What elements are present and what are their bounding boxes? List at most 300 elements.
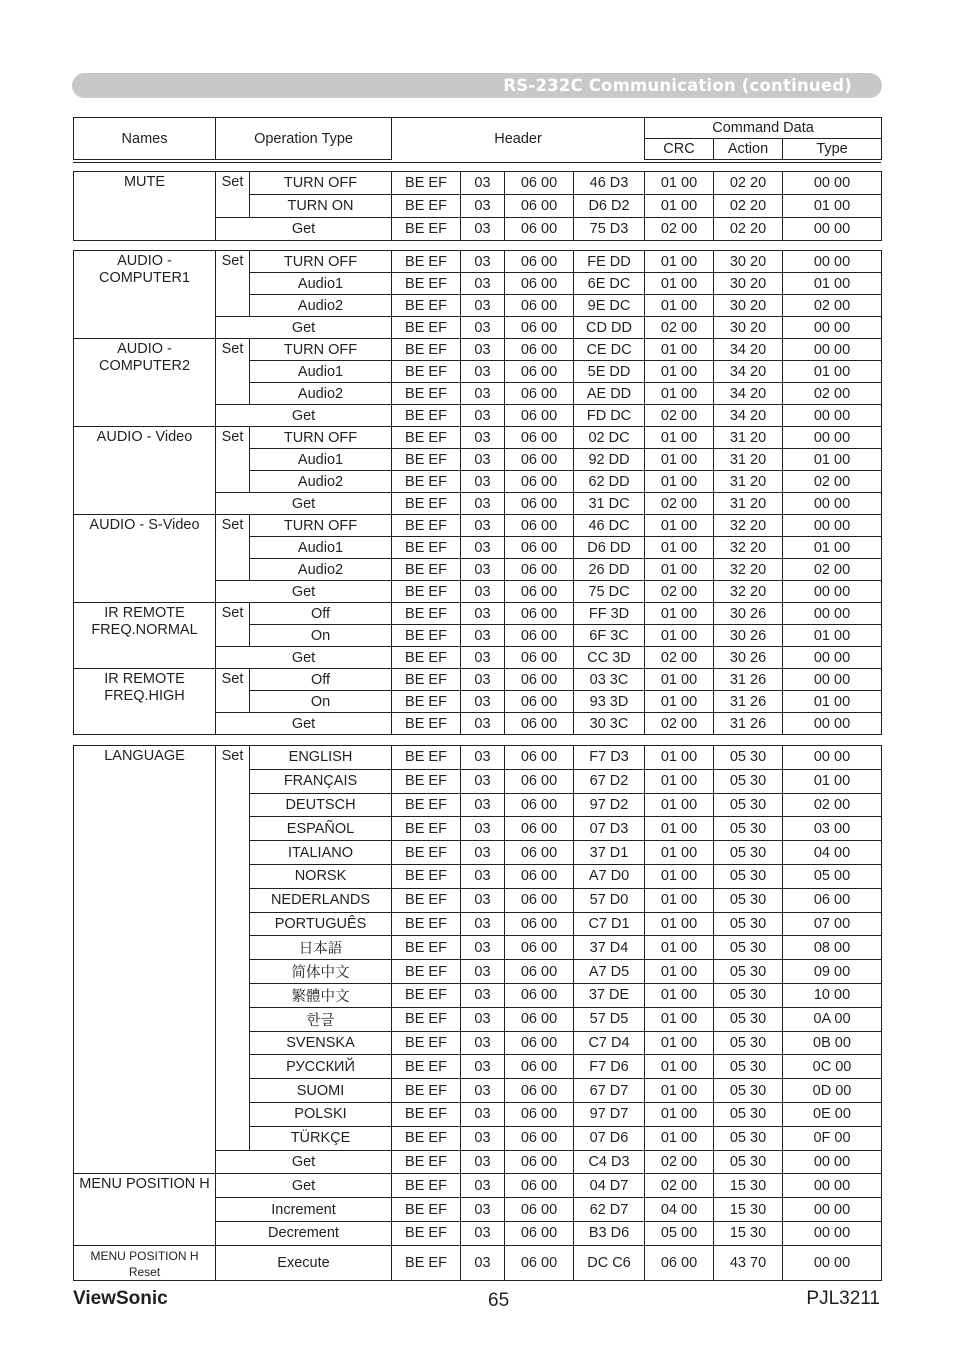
command-name: MENU POSITION H [74,1174,216,1245]
cell-type: 34 20 [714,361,783,383]
table-row [74,251,882,273]
cell-code: 09 00 [783,960,882,984]
cell-type: 05 30 [714,864,783,888]
cell-code: 00 00 [783,218,882,241]
footer-brand: ViewSonic [73,1288,168,1309]
cell-action: 04 00 [645,1198,714,1222]
cell-h2: 03 [461,1055,505,1079]
cell-crc: FE DD [574,251,645,273]
cell-action: 01 00 [645,793,714,817]
cell-action: 06 00 [645,1245,714,1280]
operation-cell: 简体中文 [250,960,392,984]
cell-action: 01 00 [645,537,714,559]
cell-h3: 06 00 [505,1055,574,1079]
operation-cell: 日本語 [250,936,392,960]
cell-h1: BE EF [392,251,461,273]
cell-type: 02 20 [714,172,783,195]
cell-crc: 37 D1 [574,841,645,865]
cell-type: 43 70 [714,1245,783,1280]
cell-h1: BE EF [392,936,461,960]
cell-h3: 06 00 [505,1221,574,1245]
cell-h3: 06 00 [505,647,574,669]
cell-action: 01 00 [645,936,714,960]
cell-h3: 06 00 [505,817,574,841]
cell-code: 00 00 [783,317,882,339]
operation-cell: TURN OFF [250,172,392,195]
cell-action: 01 00 [645,817,714,841]
cell-action: 01 00 [645,1102,714,1126]
cell-h1: BE EF [392,427,461,449]
cell-h1: BE EF [392,1198,461,1222]
cell-h2: 03 [461,383,505,405]
set-label: Set [216,251,250,317]
cell-h1: BE EF [392,1221,461,1245]
table-row [74,746,882,770]
operation-cell: SVENSKA [250,1031,392,1055]
cell-code: 03 00 [783,817,882,841]
cell-h3: 06 00 [505,1007,574,1031]
cell-h2: 03 [461,537,505,559]
cell-type: 02 20 [714,195,783,218]
table-row [74,515,882,537]
cell-h3: 06 00 [505,888,574,912]
cell-h2: 03 [461,361,505,383]
cell-h3: 06 00 [505,960,574,984]
cell-action: 01 00 [645,295,714,317]
operation-cell: 한글 [250,1007,392,1031]
cell-action: 01 00 [645,841,714,865]
cell-action: 05 00 [645,1221,714,1245]
cell-h3: 06 00 [505,251,574,273]
cell-h3: 06 00 [505,1079,574,1103]
cell-crc: 75 D3 [574,218,645,241]
set-label: Set [216,669,250,713]
col-header-action: Action [714,139,783,160]
cell-crc: A7 D5 [574,960,645,984]
operation-cell: Increment [216,1198,392,1222]
cell-code: 00 00 [783,1245,882,1280]
cell-h3: 06 00 [505,493,574,515]
cell-crc: C7 D4 [574,1031,645,1055]
cell-crc: F7 D6 [574,1055,645,1079]
cell-code: 08 00 [783,936,882,960]
cell-action: 01 00 [645,625,714,647]
operation-cell: TURN ON [250,195,392,218]
command-name: LANGUAGE [74,746,216,1174]
cell-h2: 03 [461,864,505,888]
cell-crc: 62 DD [574,471,645,493]
operation-cell: DEUTSCH [250,793,392,817]
operation-cell: РУССКИЙ [250,1055,392,1079]
cell-type: 30 26 [714,625,783,647]
command-name: AUDIO - Video [74,427,216,515]
cell-crc: C4 D3 [574,1150,645,1174]
cell-h3: 06 00 [505,317,574,339]
cell-action: 01 00 [645,1079,714,1103]
col-header-crc: CRC [645,139,714,160]
cell-action: 01 00 [645,559,714,581]
cell-h1: BE EF [392,1007,461,1031]
cell-action: 01 00 [645,960,714,984]
cell-h1: BE EF [392,841,461,865]
cell-code: 01 00 [783,537,882,559]
cell-h3: 06 00 [505,1198,574,1222]
cell-h3: 06 00 [505,449,574,471]
cell-action: 01 00 [645,1007,714,1031]
operation-cell: Off [250,603,392,625]
cell-code: 06 00 [783,888,882,912]
cell-h1: BE EF [392,195,461,218]
cell-h1: BE EF [392,1174,461,1198]
cell-code: 01 00 [783,361,882,383]
cell-crc: 9E DC [574,295,645,317]
cell-h1: BE EF [392,537,461,559]
cell-h3: 06 00 [505,1102,574,1126]
cell-h3: 06 00 [505,515,574,537]
cell-h3: 06 00 [505,864,574,888]
cell-h2: 03 [461,218,505,241]
cell-h3: 06 00 [505,669,574,691]
operation-cell: ESPAÑOL [250,817,392,841]
operation-cell: Get [216,647,392,669]
cell-crc: 46 D3 [574,172,645,195]
set-label: Set [216,515,250,581]
table-row [74,427,882,449]
cell-h2: 03 [461,983,505,1007]
operation-cell: Get [216,405,392,427]
cell-code: 05 00 [783,864,882,888]
cell-type: 05 30 [714,817,783,841]
cell-type: 05 30 [714,912,783,936]
cell-action: 01 00 [645,864,714,888]
cell-action: 01 00 [645,746,714,770]
cell-h2: 03 [461,647,505,669]
operation-cell: ITALIANO [250,841,392,865]
cell-h1: BE EF [392,405,461,427]
cell-action: 01 00 [645,273,714,295]
table-row [74,1174,882,1198]
cell-h3: 06 00 [505,1174,574,1198]
cell-h2: 03 [461,471,505,493]
cell-h1: BE EF [392,1126,461,1150]
cell-h2: 03 [461,493,505,515]
cell-type: 05 30 [714,1079,783,1103]
cell-type: 32 20 [714,537,783,559]
operation-cell: On [250,691,392,713]
operation-cell: Get [216,1174,392,1198]
cell-h2: 03 [461,1221,505,1245]
cell-action: 02 00 [645,647,714,669]
cell-type: 30 26 [714,603,783,625]
cell-h1: BE EF [392,746,461,770]
cell-code: 02 00 [783,295,882,317]
cell-h2: 03 [461,746,505,770]
cell-h2: 03 [461,449,505,471]
cell-type: 05 30 [714,1007,783,1031]
cell-h3: 06 00 [505,471,574,493]
cell-h3: 06 00 [505,1031,574,1055]
cell-code: 00 00 [783,339,882,361]
cell-h2: 03 [461,1079,505,1103]
cell-h1: BE EF [392,960,461,984]
set-label: Set [216,172,250,218]
cell-crc: 92 DD [574,449,645,471]
cell-crc: 31 DC [574,493,645,515]
cell-crc: 30 3C [574,713,645,735]
command-name: MENU POSITION H Reset [74,1245,216,1280]
cell-crc: 93 3D [574,691,645,713]
cell-h2: 03 [461,1150,505,1174]
cell-h1: BE EF [392,769,461,793]
cell-type: 05 30 [714,936,783,960]
cell-code: 01 00 [783,691,882,713]
cell-action: 01 00 [645,912,714,936]
operation-cell: TURN OFF [250,427,392,449]
cell-type: 32 20 [714,515,783,537]
cell-code: 0A 00 [783,1007,882,1031]
cell-crc: F7 D3 [574,746,645,770]
operation-cell: NEDERLANDS [250,888,392,912]
cell-h1: BE EF [392,1102,461,1126]
cell-h2: 03 [461,427,505,449]
cell-crc: 75 DC [574,581,645,603]
cell-action: 02 00 [645,493,714,515]
cell-action: 01 00 [645,1126,714,1150]
cell-crc: FF 3D [574,603,645,625]
cell-code: 00 00 [783,251,882,273]
operation-cell: Audio2 [250,295,392,317]
cell-h3: 06 00 [505,218,574,241]
cell-h3: 06 00 [505,983,574,1007]
cell-h2: 03 [461,713,505,735]
cell-h1: BE EF [392,218,461,241]
operation-cell: TURN OFF [250,251,392,273]
cell-crc: 97 D7 [574,1102,645,1126]
audio-table [73,250,882,735]
cell-type: 31 26 [714,691,783,713]
cell-h2: 03 [461,669,505,691]
cell-code: 01 00 [783,273,882,295]
cell-code: 00 00 [783,603,882,625]
cell-action: 02 00 [645,218,714,241]
cell-h2: 03 [461,1007,505,1031]
operation-cell: Audio2 [250,559,392,581]
cell-h2: 03 [461,251,505,273]
operation-cell: PORTUGUÊS [250,912,392,936]
cell-code: 00 00 [783,1198,882,1222]
operation-cell: Audio1 [250,273,392,295]
cell-h2: 03 [461,691,505,713]
cell-h3: 06 00 [505,769,574,793]
cell-h3: 06 00 [505,691,574,713]
cell-h3: 06 00 [505,936,574,960]
cell-type: 05 30 [714,983,783,1007]
operation-cell: Audio1 [250,361,392,383]
cell-h1: BE EF [392,912,461,936]
cell-h2: 03 [461,581,505,603]
cell-h1: BE EF [392,273,461,295]
cell-h1: BE EF [392,559,461,581]
cell-h1: BE EF [392,471,461,493]
cell-code: 00 00 [783,1150,882,1174]
cell-type: 30 20 [714,273,783,295]
cell-crc: DC C6 [574,1245,645,1280]
cell-h2: 03 [461,195,505,218]
cell-type: 05 30 [714,1031,783,1055]
cell-type: 05 30 [714,793,783,817]
cell-h1: BE EF [392,603,461,625]
cell-h3: 06 00 [505,912,574,936]
cell-h3: 06 00 [505,273,574,295]
cell-h2: 03 [461,912,505,936]
cell-h2: 03 [461,1031,505,1055]
cell-type: 30 20 [714,317,783,339]
col-header-operation-type: Operation Type [216,118,392,160]
language-table [73,745,882,1281]
cell-crc: A7 D0 [574,864,645,888]
cell-h1: BE EF [392,864,461,888]
cell-crc: CD DD [574,317,645,339]
cell-code: 07 00 [783,912,882,936]
cell-type: 05 30 [714,1102,783,1126]
command-name: AUDIO - COMPUTER2 [74,339,216,427]
cell-h1: BE EF [392,888,461,912]
cell-crc: 37 DE [574,983,645,1007]
cell-h1: BE EF [392,383,461,405]
cell-type: 34 20 [714,383,783,405]
cell-h2: 03 [461,1174,505,1198]
operation-cell: Get [216,713,392,735]
cell-code: 00 00 [783,1174,882,1198]
cell-type: 31 26 [714,669,783,691]
cell-h1: BE EF [392,493,461,515]
cell-h1: BE EF [392,1245,461,1280]
cell-type: 15 30 [714,1174,783,1198]
cell-h2: 03 [461,960,505,984]
table-row [74,669,882,691]
cell-h1: BE EF [392,647,461,669]
cell-action: 01 00 [645,603,714,625]
command-name: IR REMOTE FREQ.NORMAL [74,603,216,669]
command-name: IR REMOTE FREQ.HIGH [74,669,216,735]
cell-h3: 06 00 [505,1245,574,1280]
cell-code: 01 00 [783,625,882,647]
cell-action: 01 00 [645,427,714,449]
cell-type: 15 30 [714,1198,783,1222]
operation-cell: TÜRKÇE [250,1126,392,1150]
cell-action: 01 00 [645,691,714,713]
cell-code: 02 00 [783,383,882,405]
cell-h2: 03 [461,273,505,295]
set-label: Set [216,603,250,647]
cell-crc: FD DC [574,405,645,427]
cell-code: 10 00 [783,983,882,1007]
cell-h1: BE EF [392,339,461,361]
cell-action: 02 00 [645,713,714,735]
cell-type: 31 26 [714,713,783,735]
cell-crc: 67 D2 [574,769,645,793]
set-label: Set [216,746,250,1151]
cell-action: 02 00 [645,317,714,339]
cell-h3: 06 00 [505,295,574,317]
cell-action: 01 00 [645,471,714,493]
set-label: Set [216,339,250,405]
cell-action: 01 00 [645,361,714,383]
table-row [74,603,882,625]
cell-code: 04 00 [783,841,882,865]
cell-h3: 06 00 [505,195,574,218]
cell-action: 01 00 [645,1055,714,1079]
cell-crc: D6 DD [574,537,645,559]
operation-cell: Audio2 [250,471,392,493]
cell-h2: 03 [461,559,505,581]
mute-table [73,171,882,241]
header-table [73,117,882,160]
cell-code: 00 00 [783,746,882,770]
set-label: Set [216,427,250,493]
cell-crc: CE DC [574,339,645,361]
cell-code: 01 00 [783,769,882,793]
cell-type: 15 30 [714,1221,783,1245]
cell-crc: 07 D3 [574,817,645,841]
cell-action: 01 00 [645,769,714,793]
cell-h1: BE EF [392,581,461,603]
footer-model: PJL3211 [806,1288,880,1309]
cell-crc: 62 D7 [574,1198,645,1222]
cell-crc: 04 D7 [574,1174,645,1198]
cell-h2: 03 [461,339,505,361]
cell-h3: 06 00 [505,383,574,405]
cell-code: 0B 00 [783,1031,882,1055]
cell-crc: 57 D5 [574,1007,645,1031]
cell-h2: 03 [461,603,505,625]
cell-h2: 03 [461,769,505,793]
cell-h1: BE EF [392,1079,461,1103]
footer-page-number: 65 [488,1290,510,1311]
cell-type: 05 30 [714,746,783,770]
cell-action: 02 00 [645,1174,714,1198]
cell-action: 01 00 [645,172,714,195]
operation-cell: Audio2 [250,383,392,405]
table-row [74,339,882,361]
cell-code: 00 00 [783,515,882,537]
col-header-names: Names [74,118,216,160]
cell-crc: B3 D6 [574,1221,645,1245]
cell-action: 01 00 [645,515,714,537]
cell-type: 05 30 [714,841,783,865]
cell-h1: BE EF [392,1150,461,1174]
cell-action: 02 00 [645,581,714,603]
cell-type: 30 20 [714,295,783,317]
cell-crc: 03 3C [574,669,645,691]
cell-code: 00 00 [783,405,882,427]
operation-cell: TURN OFF [250,339,392,361]
cell-crc: C7 D1 [574,912,645,936]
cell-crc: 02 DC [574,427,645,449]
operation-cell: Get [216,317,392,339]
cell-h1: BE EF [392,793,461,817]
cell-h2: 03 [461,936,505,960]
cell-h1: BE EF [392,713,461,735]
cell-crc: 67 D7 [574,1079,645,1103]
cell-h3: 06 00 [505,427,574,449]
header-rule [73,162,881,163]
cell-h1: BE EF [392,691,461,713]
cell-action: 01 00 [645,983,714,1007]
cell-h1: BE EF [392,1031,461,1055]
operation-cell: Get [216,1150,392,1174]
cell-h1: BE EF [392,295,461,317]
